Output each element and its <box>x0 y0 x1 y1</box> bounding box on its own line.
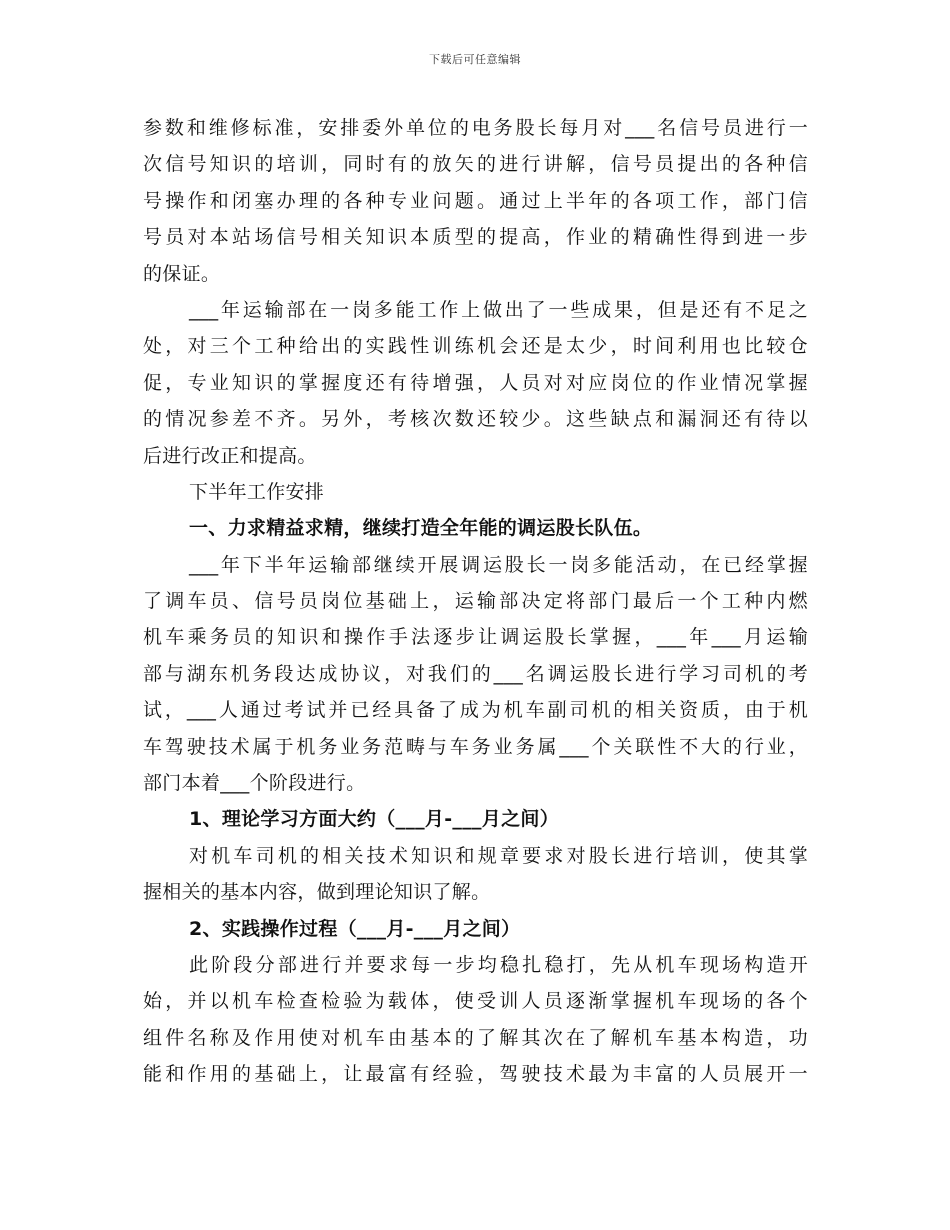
text-line: 的保证。 <box>143 262 221 285</box>
text-line: 始，并以机车检查检验为载体，使受训人员逐渐掌握机车现场的各个 <box>143 990 808 1013</box>
text-line: 组件名称及作用使对机车由基本的了解其次在了解机车基本构造，功 <box>143 1026 808 1049</box>
text-line: 试，___人通过考试并已经具备了成为机车副司机的相关资质，由于机 <box>143 699 808 722</box>
text-line: 部与湖东机务段达成协议，对我们的___名调运股长进行学习司机的考 <box>143 662 808 685</box>
text-line: 车驾驶技术属于机务业务范畴与车务业务属___个关联性不大的行业， <box>143 735 808 758</box>
text-line: 部门本着___个阶段进行。 <box>143 772 366 795</box>
text-line: 后进行改正和提高。 <box>143 444 317 467</box>
text-line: 了调车员、信号员岗位基础上，运输部决定将部门最后一个工种内燃 <box>143 590 808 613</box>
text-line: 处，对三个工种给出的实践性训练机会还是太少，时间利用也比较仓 <box>143 335 808 358</box>
text-line: 参数和维修标准，安排委外单位的电务股长每月对___名信号员进行一 <box>143 117 808 139</box>
section-heading: 一、力求精益求精，继续打造全年能的调运股长队伍。 <box>189 517 653 540</box>
section-heading: 下半年工作安排 <box>189 480 325 503</box>
text-line: 握相关的基本内容，做到理论知识了解。 <box>143 881 491 904</box>
text-line: 对机车司机的相关技术知识和规章要求对股长进行培训，使其掌 <box>189 844 808 867</box>
document-body <box>143 110 808 1093</box>
text-line: 机车乘务员的知识和操作手法逐步让调运股长掌握，___年___月运输 <box>143 626 808 649</box>
text-line: 促，专业知识的掌握度还有待增强，人员对对应岗位的作业情况掌握 <box>143 371 808 394</box>
text-line: 次信号知识的培训，同时有的放矢的进行讲解，信号员提出的各种信 <box>143 153 808 176</box>
text-line: ___年运输部在一岗多能工作上做出了一些成果，但是还有不足之 <box>189 298 808 321</box>
text-line: 能和作用的基础上，让最富有经验，驾驶技术最为丰富的人员展开一 <box>143 1063 808 1086</box>
text-line: 的情况参差不齐。另外，考核次数还较少。这些缺点和漏洞还有待以 <box>143 408 808 431</box>
text-line: ___年下半年运输部继续开展调运股长一岗多能活动，在已经掌握 <box>189 553 808 576</box>
subsection-heading: 1、理论学习方面大约（___月-___月之间） <box>189 808 560 831</box>
subsection-heading: 2、实践操作过程（___月-___月之间） <box>189 917 521 940</box>
text-line: 此阶段分部进行并要求每一步均稳扎稳打，先从机车现场构造开 <box>189 953 808 976</box>
text-line: 号操作和闭塞办理的各种专业问题。通过上半年的各项工作，部门信 <box>143 189 808 212</box>
page-header-note: 下载后可任意编辑 <box>429 53 521 66</box>
text-line: 号员对本站场信号相关知识本质型的提高，作业的精确性得到进一步 <box>143 226 808 249</box>
